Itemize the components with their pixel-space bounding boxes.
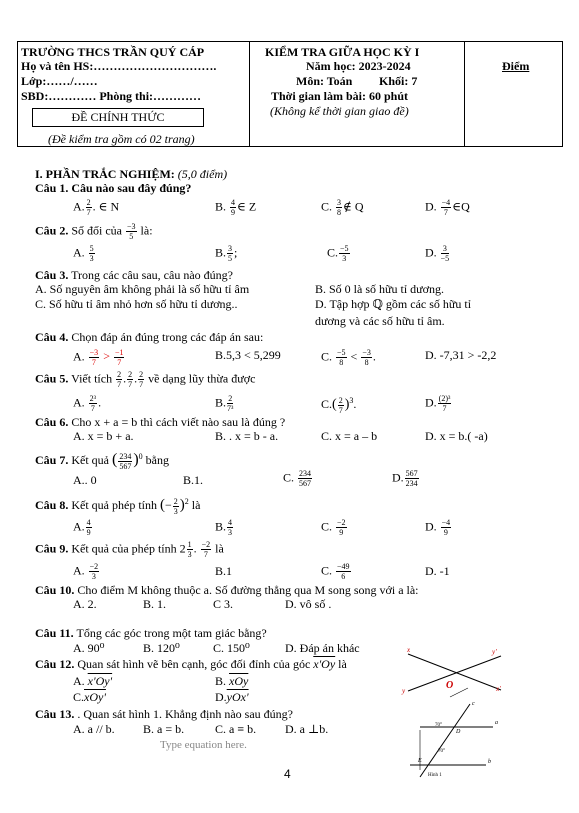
label-a: a xyxy=(495,720,498,726)
label-y-prime: y' xyxy=(492,648,497,656)
q3-option-d-line2: dương và các số hữu tỉ âm. xyxy=(315,314,445,328)
q13-option-d: D. a ⊥b. xyxy=(285,722,329,736)
q1-stem xyxy=(35,181,191,195)
angle-70-top: 70° xyxy=(435,723,442,728)
q1-d-label: D. xyxy=(425,199,437,214)
q5-number: Câu 5. xyxy=(35,371,69,386)
q12-stem xyxy=(35,657,347,671)
q5-c-label: C. xyxy=(321,397,333,411)
q4-option-a: A. $\frac{-3}{7}$ > $\frac{-1}{7}$ xyxy=(73,348,124,367)
q6-option-c: C. x = a – b xyxy=(321,429,378,443)
time-note: (Không kể thời gian giao đề) xyxy=(270,104,409,118)
q9-option-c: C. $\frac{-49}{6}$ xyxy=(321,562,350,581)
q10-text: Cho điểm M không thuộc a. Số đường thẳng qua M song song với a là: xyxy=(77,583,419,597)
q5-a-label: A. xyxy=(73,395,85,410)
section-points: (5,0 điểm) xyxy=(177,167,228,181)
q2-text-end: là: xyxy=(140,223,153,238)
q4-a-label: A. xyxy=(73,349,85,364)
q2-d-label: D. xyxy=(425,245,437,260)
parallel-lines-figure xyxy=(398,700,510,784)
q12-angle: x'Oy xyxy=(313,657,336,671)
q8-text-end: là xyxy=(191,498,201,512)
q4-c-label: C. xyxy=(321,349,333,364)
q13-stem xyxy=(35,707,293,721)
q11-option-c: C. 150⁰ xyxy=(213,641,250,655)
label-c: c xyxy=(472,701,475,707)
q3-option-b: B. Số 0 là số hữu tỉ dương. xyxy=(315,282,445,296)
q8-b-label: B. xyxy=(215,519,227,534)
q7-number: Câu 7. xyxy=(35,453,69,467)
q5-option-a: A. $\frac{\text{2³}}{7}$ . xyxy=(73,394,102,413)
official-badge: ĐỀ CHÍNH THỨC xyxy=(32,108,204,127)
q1-c-text: ∉ Q xyxy=(343,199,364,214)
q1-b-label: B. xyxy=(215,199,227,214)
q12-option-b xyxy=(215,674,248,688)
q2-option-c: C. $\frac{-5}{3}$ xyxy=(327,244,349,263)
q7-option-c: C. $\frac{234}{567}$ xyxy=(283,469,312,488)
section-title xyxy=(35,167,227,181)
q4-number: Câu 4. xyxy=(35,330,69,344)
q2-option-a: A. $\frac{5}{3}$ xyxy=(73,244,94,263)
q10-stem xyxy=(35,583,419,597)
q12-c-text: xOy' xyxy=(84,690,106,704)
grade: Khối: 7 xyxy=(379,74,418,88)
q11-stem xyxy=(35,626,267,640)
sbd-line: SBD:………… Phòng thi:………… xyxy=(21,89,202,103)
q10-option-a: A. 2. xyxy=(73,597,97,611)
q9-c-label: C. xyxy=(321,563,333,578)
q11-number: Câu 11. xyxy=(35,626,74,640)
q11-option-b: B. 120⁰ xyxy=(143,641,180,655)
q4-option-b: B.5,3 < 5,299 xyxy=(215,348,281,362)
q2-b-label: B. xyxy=(215,245,227,260)
q10-number: Câu 10. xyxy=(35,583,75,597)
header-right xyxy=(464,42,562,146)
q1-stem-text: Câu 1. Câu nào sau đây đúng? xyxy=(35,181,192,195)
q8-option-c: C. $\frac{-2}{9}$ xyxy=(321,518,346,537)
q3-option-c: C. Số hữu tỉ âm nhỏ hơn số hữu tỉ dương.. xyxy=(35,297,238,311)
q5-option-b: B. $\frac{2}{\text{7³}}$ xyxy=(215,394,234,413)
q9-option-a: A. $\frac{-2}{3}$ xyxy=(73,562,99,581)
q1-option-c: C. $\frac{3}{8}$ ∉ Q xyxy=(321,198,364,217)
line-yy xyxy=(408,656,501,691)
label-b: b xyxy=(488,759,491,765)
q1-b-text: ∈ Z xyxy=(237,199,257,214)
q1-option-b: B. $\frac{4}{9}$ ∈ Z xyxy=(215,198,257,217)
q11-option-a: A. 90⁰ xyxy=(73,641,105,655)
q6-option-a: A. x = b + a. xyxy=(73,429,134,443)
q9-text-end: là xyxy=(215,541,224,556)
label-d: D xyxy=(456,729,461,735)
q11-option-d: D. Đáp án khác xyxy=(285,641,360,655)
q6-stem xyxy=(35,415,285,429)
q7-text: Kết quả xyxy=(71,453,109,467)
q8-stem: Câu 8. Kết quả phép tính (− $\frac{2}{3}$ )$^2$ là xyxy=(35,496,201,516)
q10-option-b: B. 1. xyxy=(143,597,167,611)
q12-d-text: yOx' xyxy=(226,690,249,704)
q2-c-label: C. xyxy=(327,245,339,260)
intersecting-lines-figure xyxy=(398,643,510,703)
q1-option-d: D. $\frac{-4}{7}$ ∈Q xyxy=(425,198,470,217)
label-x: x xyxy=(407,646,411,654)
q12-option-d xyxy=(215,690,249,704)
q9-number: Câu 9. xyxy=(35,541,69,556)
q12-c-label: C. xyxy=(73,690,85,704)
q9-text: Kết quả của phép tính xyxy=(71,541,177,556)
q2-number: Câu 2. xyxy=(35,223,69,238)
q9-option-b: B.1 xyxy=(215,564,233,578)
subject: Môn: Toán xyxy=(296,74,353,88)
q5-d-label: D. xyxy=(425,395,437,410)
q2-option-b: B. $\frac{3}{5}$ ; xyxy=(215,244,238,263)
q3-number: Câu 3. xyxy=(35,268,69,282)
q4-stem xyxy=(35,330,263,344)
q2-text: Số đối của xyxy=(71,223,123,238)
q7-option-b: B.1. xyxy=(183,473,204,487)
q1-a-text: ∈ N xyxy=(98,199,120,214)
q7-text-end: bằng xyxy=(145,453,169,467)
q12-option-a xyxy=(73,674,112,688)
q2-option-d: D. $\frac{3}{-5}$ xyxy=(425,244,450,263)
q12-option-c xyxy=(73,690,106,704)
q5-b-label: B. xyxy=(215,395,227,410)
equation-placeholder[interactable]: Type equation here. xyxy=(160,739,247,751)
page-number: 4 xyxy=(284,767,291,781)
q12-d-label: D. xyxy=(215,690,227,704)
q13-option-b: B. a = b. xyxy=(143,722,185,736)
q5-option-d: D. $\frac{\text{(2)³}}{7}$ xyxy=(425,394,451,413)
q10-option-d: D. vô số . xyxy=(285,597,332,611)
q8-number: Câu 8. xyxy=(35,498,69,512)
q13-number: Câu 13. xyxy=(35,707,75,721)
label-e: E xyxy=(418,758,422,764)
q11-text: Tổng các góc trong một tam giác bằng? xyxy=(76,626,267,640)
q6-option-d: D. x = b.( -a) xyxy=(425,429,488,443)
student-name-line: Họ và tên HS:…………………………. xyxy=(21,59,217,73)
q9-a-label: A. xyxy=(73,563,85,578)
label-y: y xyxy=(402,687,406,695)
q13-option-c: C. a ≡ b. xyxy=(215,722,257,736)
section-title-text: I. PHẦN TRẮC NGHIỆM: xyxy=(35,167,175,181)
pages-note: (Đề kiểm tra gồm có 02 trang) xyxy=(48,132,195,146)
exam-header xyxy=(17,41,563,147)
q8-option-d: D. $\frac{-4}{9}$ xyxy=(425,518,451,537)
q5-text: Viết tích xyxy=(71,371,113,386)
q7-d-label: D. xyxy=(392,470,404,485)
q9-stem: Câu 9. Kết quả của phép tính 2 $\frac{1}{3}$ . $\frac{-2}{7}$ là xyxy=(35,540,224,559)
transversal-c xyxy=(420,704,470,777)
q1-c-label: C. xyxy=(321,199,333,214)
q10-option-c: C 3. xyxy=(213,597,234,611)
q12-text-end: là xyxy=(338,657,347,671)
q1-a-label: A. xyxy=(73,199,85,214)
q6-number: Câu 6. xyxy=(35,415,69,429)
class-line: Lớp:……/…… xyxy=(21,74,98,88)
q1-option-a: A. $\frac{2}{7}$ . ∈ N xyxy=(73,198,120,217)
exam-title: KIỂM TRA GIỮA HỌC KỲ I xyxy=(265,45,420,59)
q7-option-d: D. $\frac{567}{234}$ xyxy=(392,469,418,488)
q12-b-label: B. xyxy=(215,674,227,688)
q5-stem: Câu 5. Viết tích $\frac{2}{7}$ . $\frac{2}{7}$ . $\frac{2}{7}$ về dạng lũy thừa được xyxy=(35,370,256,389)
q13-text: . Quan sát hình 1. Khẳng định nào sau đúng? xyxy=(77,707,293,721)
q3-option-a: A. Số nguyên âm không phải là số hữu tỉ âm xyxy=(35,282,250,296)
figure-caption: Hình 1 xyxy=(428,773,442,778)
q5-option-c: C.( $\frac{2}{7}$ )$^3$. xyxy=(321,395,357,415)
angle-70-bottom: 70° xyxy=(438,749,445,754)
label-o: O xyxy=(446,680,454,691)
q1-d-text: ∈Q xyxy=(452,199,470,214)
school-name: TRƯỜNG THCS TRẦN QUÝ CÁP xyxy=(21,45,205,59)
q9-option-d: D. -1 xyxy=(425,564,450,578)
q2-stem: Câu 2. Số đối của $\frac{-3}{5}$ là: xyxy=(35,222,153,241)
q12-a-text: x'Oy' xyxy=(87,674,113,688)
q8-a-label: A. xyxy=(73,519,85,534)
q3-text: Trong các câu sau, câu nào đúng? xyxy=(71,268,233,282)
q6-option-b: B. . x = b - a. xyxy=(215,429,279,443)
q4-option-c: C. $\frac{-5}{8}$ < $\frac{-3}{8}$ . xyxy=(321,348,376,367)
q8-text: Kết quả phép tính xyxy=(71,498,157,512)
q12-number: Câu 12. xyxy=(35,657,75,671)
q3-stem xyxy=(35,268,233,282)
q12-b-text: $\overline{xOy}$ xyxy=(229,674,249,688)
q7-c-label: C. xyxy=(283,470,295,485)
exam-time: Thời gian làm bài: 60 phút xyxy=(271,89,409,103)
q8-d-label: D. xyxy=(425,519,437,534)
q8-c-label: C. xyxy=(321,519,333,534)
q5-text-end: về dạng lũy thừa được xyxy=(148,371,256,386)
q7-option-a: A.. 0 xyxy=(73,473,97,487)
q4-option-d: D. -7,31 > -2,2 xyxy=(425,348,497,362)
q8-option-a: A. $\frac{4}{9}$ xyxy=(73,518,91,537)
header-center xyxy=(249,42,465,146)
q3-option-d-line1: D. Tập hợp ℚ gồm các số hữu tỉ xyxy=(315,297,472,311)
q12-text: Quan sát hình vẽ bên cạnh, góc đối đỉnh của góc xyxy=(77,657,311,671)
school-year: Năm học: 2023-2024 xyxy=(306,59,411,73)
q4-text: Chọn đáp án đúng trong các đáp án sau: xyxy=(71,330,264,344)
q13-option-a: A. a // b. xyxy=(73,722,115,736)
label-x-prime: x' xyxy=(496,685,501,693)
q2-a-label: A. xyxy=(73,245,85,260)
header-left xyxy=(18,42,250,146)
score-label: Điểm xyxy=(502,59,530,73)
line-xx xyxy=(408,654,501,690)
q6-text: Cho x + a = b thì cách viết nào sau là đúng ? xyxy=(71,415,286,429)
q8-option-b: B. $\frac{4}{3}$ xyxy=(215,518,233,537)
q7-stem: Câu 7. Kết quả ( $\frac{234}{567}$ )$^0$ bằng xyxy=(35,451,169,471)
q12-a-label: A. xyxy=(73,674,85,688)
